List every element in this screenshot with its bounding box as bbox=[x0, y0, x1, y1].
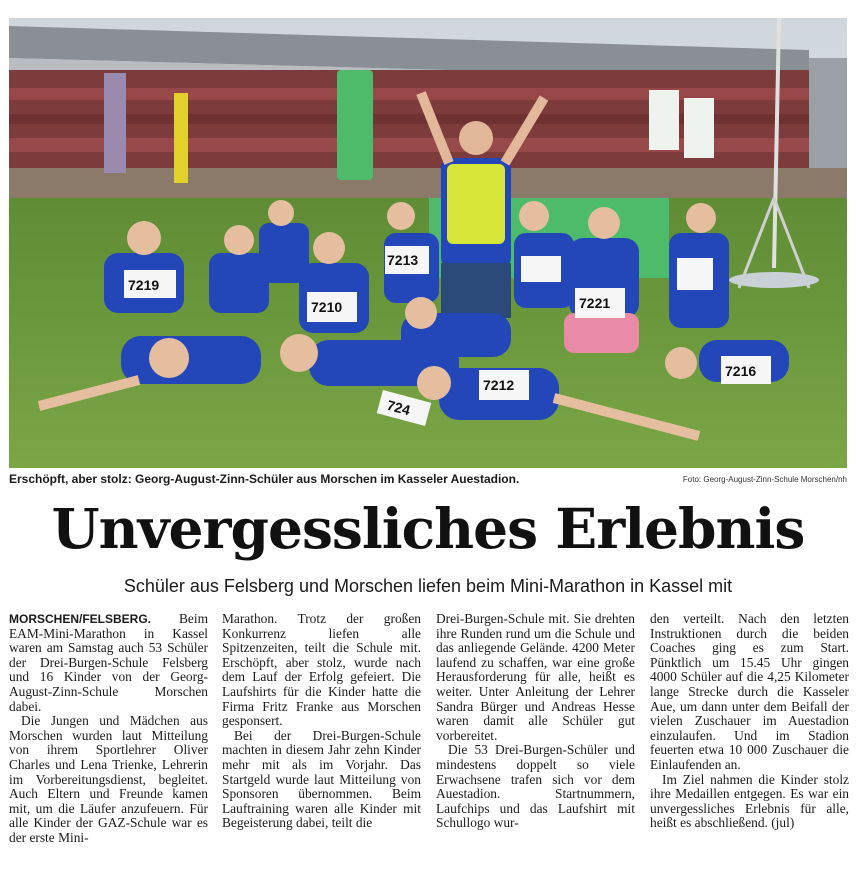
bib-number: 7212 bbox=[483, 377, 515, 393]
article-column-3 bbox=[436, 612, 635, 831]
article-column-4 bbox=[650, 612, 849, 831]
photo-caption-row bbox=[9, 470, 847, 488]
photo-credit: Foto: Georg-August-Zinn-Schule Morschen/nh bbox=[682, 475, 847, 484]
bib-number: 7213 bbox=[387, 252, 419, 268]
article-paragraph: Marathon. Trotz der großen Konkurrenz liefen alle Spitzenzeiten, teilt die Schule mit. Erschöpft, aber stolz, wurde nach dem Lauf der Erfolg gefeiert. Die Laufshirts für die Kinder hatte die Firma Fritz Franke aus Morschen gesponsert. bbox=[222, 611, 421, 729]
article-column-1 bbox=[9, 612, 208, 846]
article-paragraph: Die 53 Drei-Burgen-Schüler und mindestens doppelt so viele Erwachsene trafen sich vor dem Auestadion. Startnummern, Laufchips und das Laufshirt mit Schullogo wur- bbox=[436, 742, 635, 831]
bib-number: 724 bbox=[385, 396, 412, 419]
article-paragraph: Die Jungen und Mädchen aus Morschen wurden laut Mitteilung von ihrem Sportlehrer Oliver Charles und Lena Trienke, Lehrerin im Vorbereitungsdienst, begleitet. Auch Eltern und Freunde kamen mit, um die Läufer anzufeuern. Für alle Kinder der GAZ-Schule war es der erste Mini- bbox=[9, 713, 208, 845]
photo-caption: Erschöpft, aber stolz: Georg-August-Zinn-Schüler aus Morschen im Kasseler Auestadion. bbox=[9, 472, 520, 486]
paragraph-text: Beim EAM-Mini-Marathon in Kassel waren am Samstag auch 53 Schüler der Drei-Burgen-Schule Felsberg und 16 Kinder von der Georg-August-Zinn-Schule Morschen dabei. bbox=[9, 611, 208, 714]
headline: Unvergessliches Erlebnis bbox=[51, 496, 805, 561]
article-paragraph: Im Ziel nahmen die Kinder stolz ihre Medaillen entgegen. Es war ein unvergessliches Erlebnis für alle, heißt es abschließend. (jul) bbox=[650, 771, 849, 831]
bib-number: 7216 bbox=[725, 363, 757, 379]
article-paragraph bbox=[9, 612, 208, 714]
subheadline: Schüler aus Felsberg und Morschen liefen beim Mini-Marathon in Kassel mit bbox=[123, 576, 733, 596]
article-paragraph: den verteilt. Nach den letzten Instruktionen durch die beiden Coaches ging es zum Start. Pünktlich um 15.45 Uhr gingen 4000 Schüler auf die 4,25 Kilometer lange Strecke durch die Kasseler Aue, um dann unter dem Beifall der vielen Zuschauer im Auestadion einzulaufen. Und im Stadion feuerten etwa 10 000 Zuschauer die Einlaufenden an. bbox=[650, 611, 849, 772]
photo-illustration bbox=[9, 18, 847, 468]
bib-number: 7219 bbox=[128, 277, 160, 293]
news-photo bbox=[9, 18, 847, 468]
article-paragraph: Bei der Drei-Burgen-Schule machten in diesem Jahr zehn Kinder mehr mit als im Vorjahr. Das Startgeld wurde laut Mitteilung von Sponsoren übernommen. Beim Lauftraining waren alle Kinder mit Begeisterung dabei, teilt die bbox=[222, 727, 421, 831]
article-paragraph: Drei-Burgen-Schule mit. Sie drehten ihre Runden rund um die Schule und das anliegende Gelände. 4200 Meter laufend zu schaffen, war eine große Herausforderung für alle, heißt es weiter. Unter Anleitung der Lehrer Sandra Bürger und Andreas Hesse waren damit alle Schüler gut vorbereitet. bbox=[436, 611, 635, 743]
article-column-2 bbox=[222, 612, 421, 831]
bib-number: 7221 bbox=[579, 295, 611, 311]
bib-number: 7210 bbox=[311, 299, 343, 315]
dateline: MORSCHEN/FELSBERG. bbox=[9, 612, 152, 626]
